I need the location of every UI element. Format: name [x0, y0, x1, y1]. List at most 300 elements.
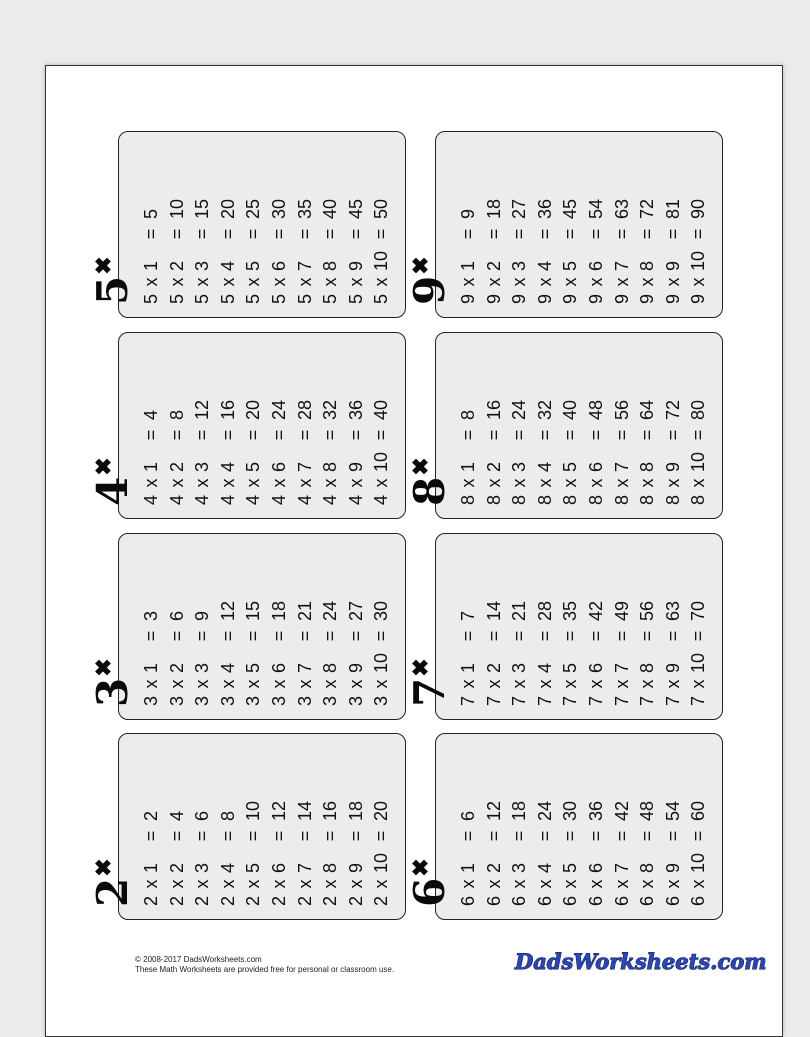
times-sign: x — [243, 879, 264, 889]
times-sign: x — [269, 879, 289, 889]
multiplication-fact — [345, 791, 367, 909]
equals-sign: = — [662, 429, 683, 441]
multiplication-fact — [166, 791, 188, 909]
product: 36 — [534, 198, 555, 219]
factor-a: 7 — [458, 696, 478, 707]
factor-b: 4 — [534, 662, 555, 673]
factor-a: 5 — [269, 294, 289, 305]
table-number-badge — [89, 658, 137, 707]
factor-a: 2 — [243, 896, 264, 907]
factor-a: 2 — [166, 896, 187, 907]
factor-b: 9 — [345, 461, 366, 472]
equals-sign: = — [141, 429, 161, 441]
factor-b: 8 — [320, 862, 341, 873]
factor-a: 6 — [611, 896, 632, 907]
equals-sign: = — [509, 830, 530, 842]
multiply-icon: ✖ — [408, 658, 434, 677]
factor-b: 7 — [294, 461, 315, 472]
product: 27 — [345, 600, 366, 621]
multiplication-fact — [585, 791, 607, 909]
factor-b: 8 — [637, 260, 658, 271]
equals-sign: = — [662, 630, 683, 642]
product: 35 — [560, 600, 581, 621]
factor-a: 2 — [371, 896, 392, 907]
times-sign: x — [371, 679, 392, 689]
equals-sign: = — [294, 830, 315, 842]
factor-b: 6 — [269, 662, 289, 673]
factor-b: 2 — [483, 260, 504, 271]
times-sign: x — [166, 879, 187, 889]
product: 8 — [166, 409, 187, 420]
multiplication-fact — [457, 791, 479, 909]
factor-a: 2 — [320, 896, 341, 907]
equals-sign: = — [509, 429, 530, 441]
table-number-badge — [406, 457, 454, 506]
factor-a: 3 — [269, 696, 289, 707]
multiplication-fact — [457, 390, 479, 508]
factor-b: 9 — [345, 260, 366, 271]
multiplication-fact — [662, 390, 684, 508]
factor-b: 1 — [458, 862, 478, 873]
times-table-card-7 — [405, 533, 723, 720]
factor-a: 6 — [586, 896, 606, 907]
multiplication-fact — [191, 189, 213, 307]
table-number-badge — [406, 256, 454, 305]
equals-sign: = — [586, 830, 606, 842]
product: 28 — [294, 399, 315, 420]
product: 80 — [688, 399, 709, 420]
factor-a: 5 — [166, 294, 187, 305]
times-sign: x — [217, 679, 238, 689]
factor-b: 3 — [509, 461, 530, 472]
times-sign: x — [662, 679, 683, 689]
multiplication-fact — [585, 189, 607, 307]
product: 10 — [166, 198, 187, 219]
times-table-card-6 — [405, 733, 723, 920]
multiplication-fact — [534, 791, 556, 909]
times-sign: x — [320, 879, 341, 889]
factor-b: 3 — [192, 461, 213, 472]
factor-a: 6 — [458, 896, 478, 907]
factor-b: 6 — [586, 461, 606, 472]
times-sign: x — [217, 277, 238, 287]
product: 16 — [320, 800, 341, 821]
table-content — [88, 534, 407, 721]
product: 4 — [141, 409, 161, 420]
product: 60 — [688, 800, 709, 821]
multiplication-fact — [294, 791, 316, 909]
times-sign: x — [483, 679, 504, 689]
factor-a: 9 — [611, 294, 632, 305]
times-sign: x — [560, 277, 581, 287]
multiplication-fact — [268, 791, 290, 909]
multiplication-fact — [319, 390, 341, 508]
times-sign: x — [637, 879, 658, 889]
factor-b: 8 — [637, 461, 658, 472]
factor-b: 1 — [141, 260, 161, 271]
times-sign: x — [509, 478, 530, 488]
equals-sign: = — [483, 630, 504, 642]
product: 40 — [371, 399, 392, 420]
multiplication-fact — [294, 591, 316, 709]
equals-sign: = — [294, 630, 315, 642]
times-sign: x — [192, 679, 213, 689]
factor-a: 5 — [371, 294, 392, 305]
factor-a: 9 — [586, 294, 606, 305]
factor-a: 4 — [371, 495, 392, 506]
product: 16 — [483, 399, 504, 420]
times-sign: x — [662, 879, 683, 889]
factor-a: 8 — [637, 495, 658, 506]
factor-a: 3 — [217, 696, 238, 707]
multiplication-fact — [508, 189, 530, 307]
multiplication-fact — [294, 390, 316, 508]
factor-b: 5 — [243, 461, 264, 472]
factor-a: 7 — [586, 696, 606, 707]
table-content — [405, 333, 724, 520]
product: 20 — [217, 198, 238, 219]
multiplication-fact — [370, 390, 392, 508]
equals-sign: = — [371, 228, 392, 240]
table-content — [88, 734, 407, 921]
product: 70 — [688, 600, 709, 621]
factor-a: 6 — [662, 896, 683, 907]
multiplication-fact — [636, 791, 658, 909]
times-sign: x — [534, 478, 555, 488]
multiplication-fact — [457, 189, 479, 307]
equals-sign: = — [192, 429, 213, 441]
times-sign: x — [294, 277, 315, 287]
product: 18 — [483, 198, 504, 219]
factor-a: 2 — [345, 896, 366, 907]
equals-sign: = — [688, 228, 709, 240]
multiply-icon: ✖ — [408, 256, 434, 275]
factor-a: 7 — [688, 696, 709, 707]
times-sign: x — [345, 277, 366, 287]
factor-a: 5 — [217, 294, 238, 305]
multiplication-fact — [636, 591, 658, 709]
product: 32 — [320, 399, 341, 420]
multiplication-fact — [687, 791, 709, 909]
factor-a: 2 — [269, 896, 289, 907]
equals-sign: = — [217, 830, 238, 842]
equals-sign: = — [611, 228, 632, 240]
multiply-icon: ✖ — [91, 858, 117, 877]
multiplication-fact — [559, 791, 581, 909]
factor-b: 9 — [345, 662, 366, 673]
factor-a: 6 — [509, 896, 530, 907]
equals-sign: = — [662, 830, 683, 842]
equals-sign: = — [662, 228, 683, 240]
times-table-card-9 — [405, 131, 723, 318]
product: 10 — [243, 800, 264, 821]
product: 21 — [294, 600, 315, 621]
factor-a: 2 — [294, 896, 315, 907]
multiplication-fact — [370, 189, 392, 307]
product: 25 — [243, 198, 264, 219]
equals-sign: = — [586, 228, 606, 240]
product: 72 — [637, 198, 658, 219]
times-sign: x — [509, 277, 530, 287]
factor-a: 3 — [371, 696, 392, 707]
factor-a: 9 — [534, 294, 555, 305]
factor-a: 4 — [345, 495, 366, 506]
times-sign: x — [637, 478, 658, 488]
multiplication-fact — [345, 390, 367, 508]
product: 24 — [320, 600, 341, 621]
factor-a: 4 — [294, 495, 315, 506]
product: 20 — [371, 800, 392, 821]
equals-sign: = — [166, 429, 187, 441]
times-sign: x — [243, 679, 264, 689]
factor-a: 8 — [483, 495, 504, 506]
factor-a: 8 — [611, 495, 632, 506]
times-sign: x — [320, 478, 341, 488]
multiplication-fact — [242, 591, 264, 709]
equals-sign: = — [243, 228, 264, 240]
factor-a: 2 — [217, 896, 238, 907]
factor-b: 9 — [662, 662, 683, 673]
equals-sign: = — [166, 228, 187, 240]
factor-b: 4 — [217, 862, 238, 873]
product: 27 — [509, 198, 530, 219]
equals-sign: = — [345, 630, 366, 642]
multiplication-fact — [140, 390, 162, 508]
equals-sign: = — [243, 429, 264, 441]
times-sign: x — [611, 679, 632, 689]
factor-a: 4 — [217, 495, 238, 506]
factor-a: 8 — [662, 495, 683, 506]
product: 30 — [371, 600, 392, 621]
times-table-card-4 — [88, 332, 406, 519]
times-sign: x — [534, 679, 555, 689]
factor-b: 1 — [141, 862, 161, 873]
equals-sign: = — [509, 228, 530, 240]
factor-b: 7 — [294, 662, 315, 673]
equals-sign: = — [217, 630, 238, 642]
multiplication-fact — [483, 189, 505, 307]
product: 4 — [166, 810, 187, 821]
product: 48 — [637, 800, 658, 821]
product: 40 — [320, 198, 341, 219]
product: 64 — [637, 399, 658, 420]
factor-a: 7 — [534, 696, 555, 707]
factor-b: 7 — [611, 862, 632, 873]
multiplication-fact — [457, 591, 479, 709]
factor-b: 7 — [294, 260, 315, 271]
multiplication-fact — [687, 591, 709, 709]
times-sign: x — [141, 478, 161, 488]
multiply-icon: ✖ — [408, 858, 434, 877]
times-sign: x — [560, 879, 581, 889]
factor-b: 7 — [611, 260, 632, 271]
factor-b: 6 — [269, 461, 289, 472]
factor-a: 8 — [458, 495, 478, 506]
factor-b: 1 — [458, 662, 478, 673]
factor-a: 3 — [320, 696, 341, 707]
equals-sign: = — [534, 630, 555, 642]
factor-b: 8 — [320, 461, 341, 472]
table-content — [405, 132, 724, 319]
product: 45 — [345, 198, 366, 219]
equals-sign: = — [534, 228, 555, 240]
factor-a: 9 — [662, 294, 683, 305]
factor-b: 5 — [560, 862, 581, 873]
multiplication-fact — [687, 390, 709, 508]
factor-a: 5 — [192, 294, 213, 305]
multiplication-fact — [242, 791, 264, 909]
multiplication-fact — [217, 791, 239, 909]
product: 6 — [166, 610, 187, 621]
multiplication-fact — [636, 189, 658, 307]
factor-a: 8 — [586, 495, 606, 506]
badge-number: 5 — [88, 275, 137, 305]
product: 54 — [662, 800, 683, 821]
multiplication-fact — [370, 591, 392, 709]
times-sign: x — [611, 478, 632, 488]
factor-b: 6 — [269, 260, 289, 271]
factor-b: 3 — [192, 862, 213, 873]
factor-b: 5 — [560, 461, 581, 472]
times-sign: x — [637, 679, 658, 689]
logo-wordmark: DadsWorksheets.com — [515, 949, 767, 974]
factor-b: 4 — [217, 662, 238, 673]
equals-sign: = — [294, 429, 315, 441]
factor-b: 4 — [534, 461, 555, 472]
product: 12 — [192, 399, 213, 420]
badge-number: 3 — [88, 677, 137, 707]
multiplication-fact — [294, 189, 316, 307]
equals-sign: = — [586, 630, 606, 642]
times-sign: x — [166, 478, 187, 488]
factor-b: 10 — [688, 852, 709, 873]
factor-a: 7 — [509, 696, 530, 707]
multiplication-fact — [191, 591, 213, 709]
multiplication-fact — [166, 591, 188, 709]
multiplication-fact — [242, 390, 264, 508]
multiplication-fact — [483, 591, 505, 709]
factor-b: 1 — [141, 461, 161, 472]
multiplication-fact — [662, 189, 684, 307]
factor-b: 2 — [166, 862, 187, 873]
factor-b: 2 — [483, 662, 504, 673]
factor-a: 4 — [320, 495, 341, 506]
factor-b: 9 — [345, 862, 366, 873]
multiplication-fact — [636, 390, 658, 508]
times-sign: x — [371, 879, 392, 889]
factor-b: 10 — [688, 250, 709, 271]
factor-b: 10 — [688, 451, 709, 472]
multiplication-fact — [345, 189, 367, 307]
times-sign: x — [586, 277, 606, 287]
multiplication-fact — [319, 189, 341, 307]
equals-sign: = — [141, 630, 161, 642]
times-sign: x — [294, 478, 315, 488]
times-sign: x — [458, 478, 478, 488]
factor-b: 4 — [534, 260, 555, 271]
multiplication-fact — [242, 189, 264, 307]
multiplication-fact — [483, 791, 505, 909]
multiplication-fact — [611, 390, 633, 508]
factor-a: 5 — [345, 294, 366, 305]
equals-sign: = — [320, 228, 341, 240]
usage-note: These Math Worksheets are provided free for personal or classroom use. — [135, 965, 395, 974]
product: 6 — [458, 810, 478, 821]
product: 24 — [509, 399, 530, 420]
product: 9 — [192, 610, 213, 621]
factor-a: 9 — [483, 294, 504, 305]
factor-b: 7 — [294, 862, 315, 873]
factor-b: 7 — [611, 662, 632, 673]
times-sign: x — [688, 277, 709, 287]
factor-a: 8 — [688, 495, 709, 506]
multiplication-fact — [508, 791, 530, 909]
equals-sign: = — [141, 228, 161, 240]
product: 18 — [509, 800, 530, 821]
factor-a: 6 — [483, 896, 504, 907]
times-sign: x — [560, 478, 581, 488]
product: 49 — [611, 600, 632, 621]
equals-sign: = — [534, 429, 555, 441]
badge-number: 2 — [88, 877, 137, 907]
multiplication-fact — [268, 591, 290, 709]
product: 7 — [458, 610, 478, 621]
times-sign: x — [192, 277, 213, 287]
multiplication-fact — [166, 189, 188, 307]
equals-sign: = — [611, 429, 632, 441]
product: 8 — [217, 810, 238, 821]
factor-b: 5 — [560, 662, 581, 673]
equals-sign: = — [483, 228, 504, 240]
product: 3 — [141, 610, 161, 621]
product: 12 — [217, 600, 238, 621]
equals-sign: = — [458, 630, 478, 642]
factor-a: 9 — [637, 294, 658, 305]
product: 14 — [294, 800, 315, 821]
equals-sign: = — [345, 228, 366, 240]
equals-sign: = — [192, 228, 213, 240]
equals-sign: = — [637, 830, 658, 842]
factor-a: 4 — [166, 495, 187, 506]
times-sign: x — [534, 879, 555, 889]
factor-b: 2 — [483, 461, 504, 472]
multiplication-fact — [508, 591, 530, 709]
multiplication-fact — [191, 791, 213, 909]
multiplication-fact — [166, 390, 188, 508]
product: 36 — [345, 399, 366, 420]
equals-sign: = — [243, 830, 264, 842]
times-sign: x — [371, 478, 392, 488]
product: 42 — [586, 600, 606, 621]
times-sign: x — [217, 879, 238, 889]
factor-a: 4 — [141, 495, 161, 506]
equals-sign: = — [269, 228, 289, 240]
factor-a: 6 — [637, 896, 658, 907]
multiplication-fact — [140, 791, 162, 909]
equals-sign: = — [320, 630, 341, 642]
multiplication-fact — [319, 591, 341, 709]
multiplication-fact — [559, 591, 581, 709]
multiplication-fact — [508, 390, 530, 508]
product: 18 — [345, 800, 366, 821]
multiplication-fact — [217, 591, 239, 709]
dadsworksheets-logo — [513, 944, 767, 978]
times-sign: x — [458, 679, 478, 689]
factor-a: 7 — [483, 696, 504, 707]
factor-a: 9 — [688, 294, 709, 305]
multiplication-fact — [217, 189, 239, 307]
multiply-icon: ✖ — [408, 457, 434, 476]
